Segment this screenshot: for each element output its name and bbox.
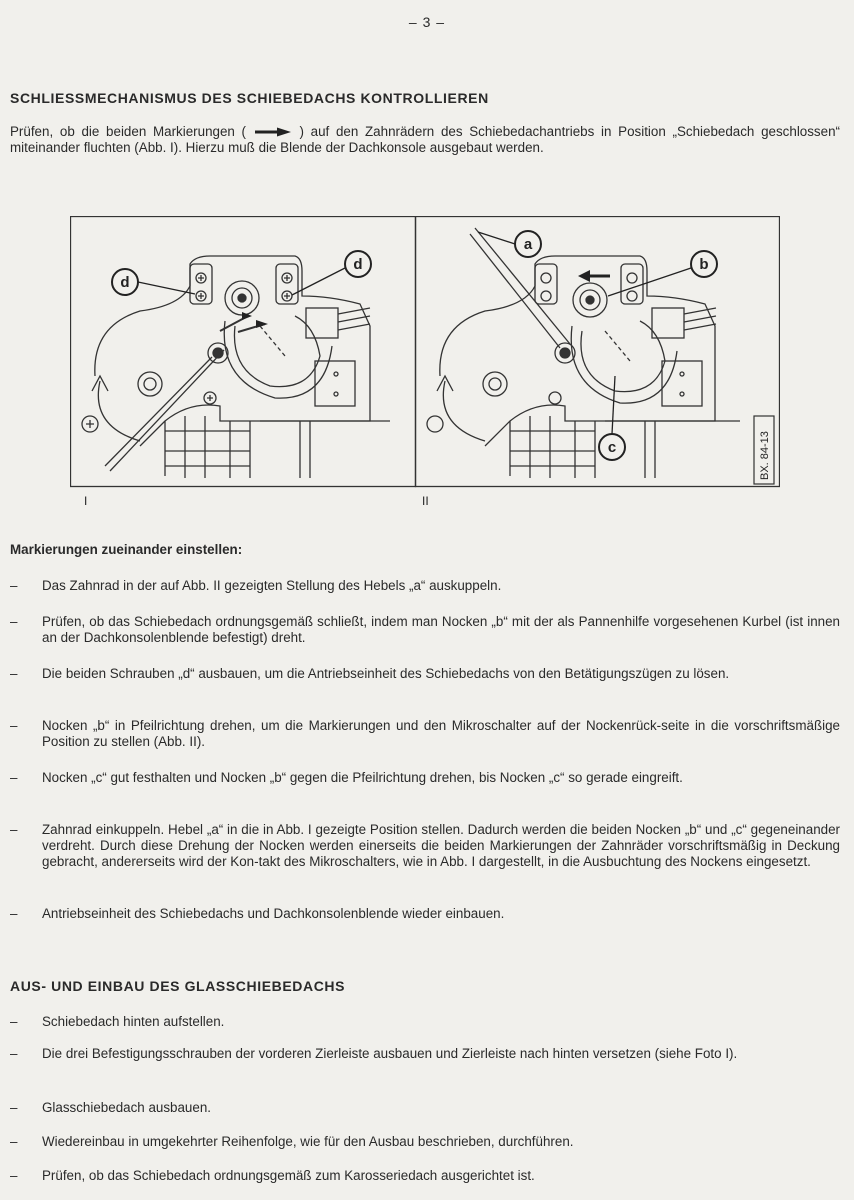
list-dash: – (10, 1134, 18, 1149)
intro-paragraph (10, 124, 840, 156)
list-item-text: Die drei Befestigungsschrauben der vorderen Zierleiste ausbauen und Zierleiste nach hinten versetzen (siehe Foto I). (42, 1046, 738, 1061)
callout-b (608, 251, 717, 296)
figure-caption-left: I (84, 494, 88, 508)
list-item-text: Nocken „b“ in Pfeilrichtung drehen, um die Markierungen und den Mikroschalter auf der Nockenrück-seite in die vorschriftsmäßige Position zu stellen (Abb. II). (42, 718, 840, 749)
list-dash: – (10, 1100, 18, 1115)
callout-d-right-label: d (353, 256, 363, 273)
list-item-text: Zahnrad einkuppeln. Hebel „a“ in die in Abb. I gezeigte Position stellen. Dadurch werden die beiden Nocken „b“ und „c“ gegeneinander verdreht. Durch diese Drehung der Nocken werden einerseits die beiden Markierungen der Zahnräder vorschriftsmäßig in Deckung gebracht, andererseits wird der Kon-takt des Mikroschalters, wie in Abb. I dargestellt, in die Ausbuchtung des Nockens eingesetzt. (42, 822, 840, 869)
list-dash: – (10, 906, 18, 921)
mechanism-figure (70, 216, 780, 512)
list-item (10, 1014, 840, 1030)
panel-frame-right (416, 217, 780, 487)
mechanism-figure-svg (70, 216, 780, 512)
subtitle-markierungen: Markierungen zueinander einstellen: (10, 542, 243, 557)
list-dash: – (10, 822, 18, 837)
list-item-text: Glasschiebedach ausbauen. (42, 1100, 211, 1115)
callout-d-left-label: d (120, 274, 130, 291)
list-item (10, 906, 840, 922)
list-item-text: Das Zahnrad in der auf Abb. II gezeigten Stellung des Hebels „a“ auskuppeln. (42, 578, 502, 593)
callout-d-right (292, 251, 371, 295)
callout-a-label: a (523, 236, 533, 253)
figure-caption-right: II (422, 494, 429, 508)
list-item-text: Prüfen, ob das Schiebedach ordnungsgemäß zum Karosseriedach ausgerichtet ist. (42, 1168, 535, 1183)
list-item-text: Die beiden Schrauben „d“ ausbauen, um die Antriebseinheit des Schiebedachs von den Betätigungszügen zu lösen. (42, 666, 730, 681)
list-item-text: Wiedereinbau in umgekehrter Reihenfolge, wie für den Ausbau beschrieben, durchführen. (42, 1134, 574, 1149)
callout-c-label: c (607, 439, 617, 456)
list-item-text: Prüfen, ob das Schiebedach ordnungsgemäß schließt, indem man Nocken „b“ mit der als Pannenhilfe vorgesehenen Kurbel (ist innen an der Dachkonsolenblende befestigt) dreht. (42, 614, 840, 645)
list-item (10, 1134, 840, 1150)
list-item (10, 718, 840, 750)
list-dash: – (10, 770, 18, 785)
intro-text-end: ) auf den Zahnrädern des Schiebedachantriebs in Position „Schiebedach geschlossen“ miteinander fluchten (Abb. I). Hierzu muß die Blende der Dachkonsole ausgebaut werden. (10, 124, 840, 155)
section-title-glasschiebedach: AUS- UND EINBAU DES GLASSCHIEBEDACHS (10, 978, 346, 994)
figure-reference: BX. 84-13 (759, 431, 771, 480)
marking-arrow-icon (253, 127, 293, 137)
list-item (10, 1100, 840, 1116)
list-item (10, 1046, 840, 1062)
list-dash: – (10, 1168, 18, 1183)
list-item (10, 822, 840, 870)
list-item-text: Antriebseinheit des Schiebedachs und Dachkonsolenblende wieder einbauen. (42, 906, 505, 921)
list-dash: – (10, 1046, 18, 1061)
list-item (10, 1168, 840, 1184)
list-item (10, 614, 840, 646)
callout-b-label: b (699, 256, 709, 273)
list-dash: – (10, 614, 18, 629)
list-item-text: Schiebedach hinten aufstellen. (42, 1014, 225, 1029)
callout-c (599, 376, 625, 460)
list-item (10, 578, 840, 594)
list-item (10, 770, 840, 786)
list-dash: – (10, 1014, 18, 1029)
section-title-schliessmechanismus: SCHLIESSMECHANISMUS DES SCHIEBEDACHS KONTROLLIEREN (10, 90, 489, 106)
list-dash: – (10, 718, 18, 733)
page-number: – 3 – (408, 14, 446, 30)
callout-d-left (112, 269, 195, 295)
list-dash: – (10, 578, 18, 593)
list-dash: – (10, 666, 18, 681)
list-item (10, 666, 840, 682)
intro-text-start: Prüfen, ob die beiden Markierungen ( (10, 124, 247, 139)
list-item-text: Nocken „c“ gut festhalten und Nocken „b“ gegen die Pfeilrichtung drehen, bis Nocken „c“ so gerade eingreift. (42, 770, 683, 785)
